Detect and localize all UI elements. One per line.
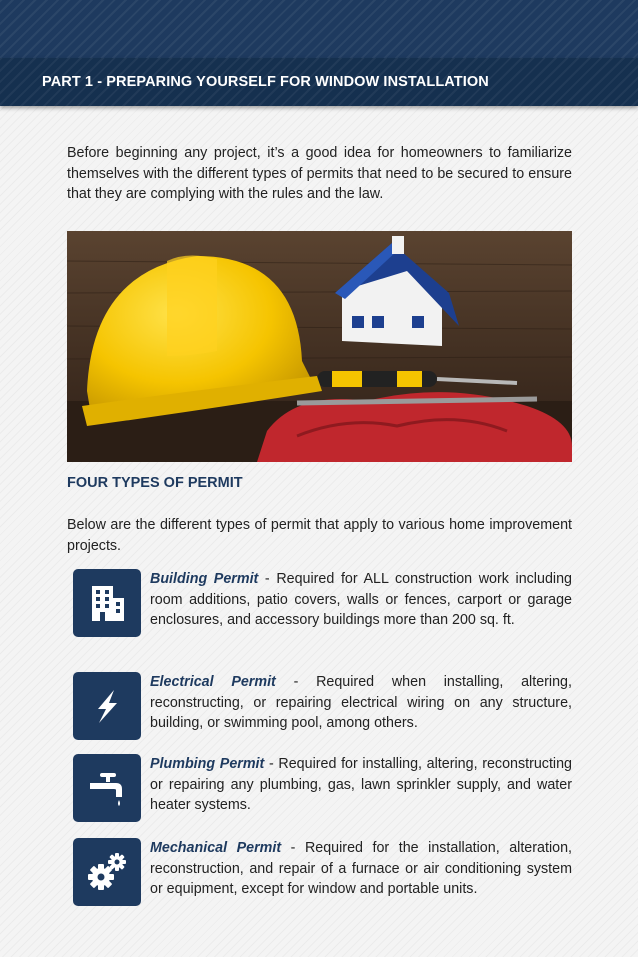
permit-mechanical-name: Mechanical Permit — [150, 840, 282, 856]
section-intro: Below are the different types of permit that apply to various home improvement projects. — [67, 517, 572, 554]
section-title: FOUR TYPES OF PERMIT — [67, 475, 243, 491]
permit-electrical-description: Required when installing, altering, reconstructing, or repairing electrical wiring on any structure, building, or swimming pool, among others. — [150, 674, 572, 731]
permit-building-description: Required for ALL construction work including room additions, patio covers, walls or fences, carport or garage enclosures, and accessory buildings more than 200 sq. ft. — [150, 571, 572, 628]
permit-electrical-name: Electrical Permit — [150, 674, 276, 690]
permit-building-text — [150, 569, 572, 631]
faucet-icon — [73, 754, 141, 822]
permit-electrical-text — [150, 672, 572, 734]
permit-building-separator: - — [258, 571, 277, 587]
permit-plumbing-description: Required for installing, altering, reconstructing or repairing any plumbing, gas, lawn sprinkler supply, and water heater systems. — [150, 756, 573, 813]
building-icon — [73, 569, 141, 637]
intro-paragraph: Before beginning any project, it’s a good idea for homeowners to familiarize themselves with the different types of permits that need to be secured to ensure that they are complying with the rules and the law. — [67, 145, 572, 202]
gears-icon — [73, 838, 141, 906]
permit-plumbing-separator: - — [264, 756, 279, 772]
photo-illustration — [67, 231, 572, 462]
permit-electrical-separator: - — [275, 674, 317, 690]
permit-building-name: Building Permit — [150, 571, 259, 587]
part-header-bar — [0, 58, 638, 106]
top-decorative-band — [0, 0, 638, 58]
permit-mechanical-separator: - — [281, 840, 305, 856]
permit-plumbing-name: Plumbing Permit — [150, 756, 265, 772]
lightning-icon — [73, 672, 141, 740]
permit-mechanical-text — [150, 838, 572, 900]
permit-plumbing-text — [150, 754, 572, 816]
permit-mechanical-description: Required for the installation, alteration, reconstruction, and repair of a furnace or air conditioning system or equipment, except for window and portable units. — [150, 840, 572, 897]
part-title: PART 1 - PREPARING YOURSELF FOR WINDOW INSTALLATION — [42, 74, 489, 90]
hard-hat-house-photo — [67, 231, 572, 462]
